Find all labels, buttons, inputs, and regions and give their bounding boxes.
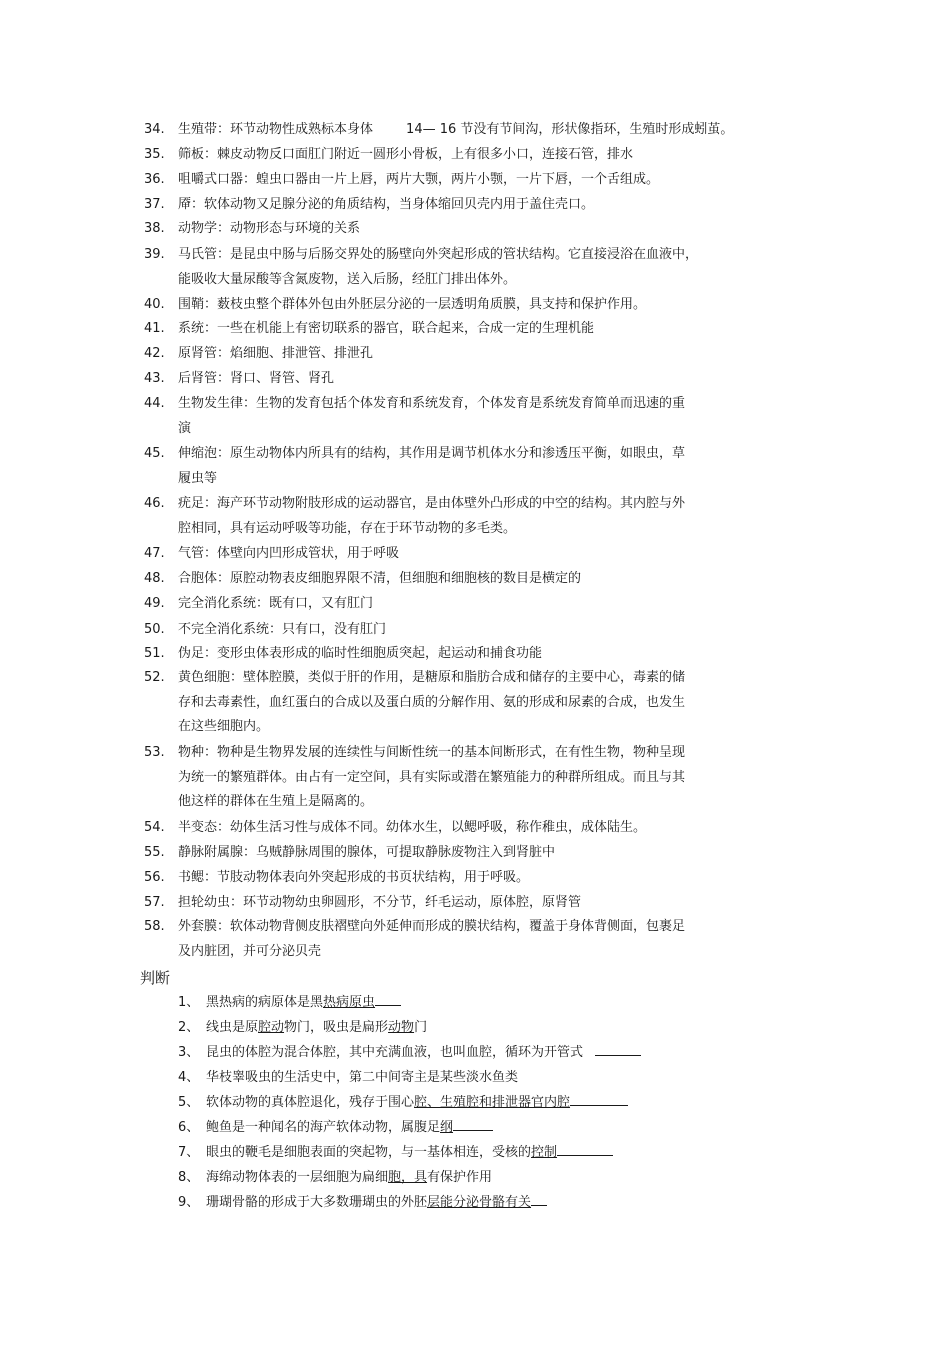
underlined-answer: 层能分泌骨骼有关 (427, 1195, 532, 1210)
definition-item (144, 592, 744, 617)
item-number: 52. (144, 670, 165, 685)
item-number: 46. (144, 496, 165, 511)
item-number: 53. (144, 745, 165, 760)
item-number: 37. (144, 197, 165, 212)
item-text: 马氏管：是昆虫中肠与后肠交界处的肠壁向外突起形成的管状结构。它直接浸浴在血液中， 能吸收大量尿酸等含氮废物，送入后肠，经肛门排出体外。 (178, 247, 699, 287)
item-number: 45. (144, 446, 165, 461)
judgment-item (178, 991, 778, 1016)
item-number: 3、 (178, 1045, 200, 1060)
definition-item (144, 891, 744, 916)
item-number: 54. (144, 820, 165, 835)
item-text: 后肾管：肾口、肾管、肾孔 (178, 371, 335, 386)
judgment-item (178, 1041, 778, 1066)
answer-blank (453, 1118, 493, 1131)
item-number: 1、 (178, 995, 200, 1010)
item-text: 物种：物种是生物界发展的连续性与间断性统一的基本间断形式，在有性生物，物种呈现 为统一的繁殖群体。由占有一定空间，具有实际或潜在繁殖能力的种群所组成。而且与其 他这样的群体在生殖上是隔离的。 (178, 745, 686, 809)
judgment-item (178, 1066, 778, 1091)
item-text: 静脉附属腺：乌贼静脉周围的腺体，可提取静脉废物注入到肾脏中 (178, 845, 556, 860)
answer-blank (595, 1043, 641, 1056)
item-text: 筛板：棘皮动物反口面肛门附近一圆形小骨板，上有很多小口，连接石管，排水 (178, 147, 634, 162)
definition-item (144, 915, 744, 964)
item-text: 不完全消化系统：只有口，没有肛门 (178, 622, 387, 637)
answer-blank (557, 1143, 613, 1156)
item-number: 5、 (178, 1095, 200, 1110)
judgment-item (178, 1016, 778, 1041)
item-text: 疣足：海产环节动物附肢形成的运动器官，是由体壁外凸形成的中空的结构。其内腔与外 腔相同，具有运动呼吸等功能，存在于环节动物的多毛类。 (178, 496, 686, 536)
item-number: 6、 (178, 1120, 200, 1135)
item-text: 海绵动物体表的一层细胞为扁细 (206, 1170, 389, 1185)
item-number: 42. (144, 346, 165, 361)
definition-item (144, 741, 744, 815)
item-text: 有保护作用 (427, 1170, 493, 1185)
item-number: 35. (144, 147, 165, 162)
item-text: 珊瑚骨骼的形成于大多数珊瑚虫的外胚 (206, 1195, 428, 1210)
item-text: 华枝睾吸虫的生活史中，第二中间寄主是某些淡水鱼类 (206, 1070, 519, 1085)
definition-item (144, 367, 744, 392)
item-text: 外套膜：软体动物背侧皮肤褶壁向外延伸而形成的膜状结构，覆盖于身体背侧面，包裹足 及内脏团，并可分泌贝壳 (178, 919, 686, 959)
item-text: 完全消化系统：既有口，又有肛门 (178, 596, 374, 611)
item-number: 44. (144, 396, 165, 411)
item-number: 9、 (178, 1195, 200, 1210)
definition-item (144, 342, 744, 367)
item-number: 50. (144, 622, 165, 637)
definition-item (144, 118, 784, 143)
definition-item (144, 666, 744, 740)
item-text: 咀嚼式口器：蝗虫口器由一片上唇，两片大颚，两片小颚，一片下唇，一个舌组成。 (178, 172, 660, 187)
item-text: 黑热病的病原体是黑 (206, 995, 324, 1010)
judgment-item (178, 1141, 778, 1166)
item-number: 7、 (178, 1145, 200, 1160)
item-text: 原肾管：焰细胞、排泄管、排泄孔 (178, 346, 374, 361)
item-text: 鲍鱼是一种闻名的海产软体动物，属腹足 (206, 1120, 441, 1135)
item-text: 昆虫的体腔为混合体腔，其中充满血液，也叫血腔，循环为开管式 (206, 1045, 584, 1060)
item-text: 厣：软体动物又足腺分泌的角质结构，当身体缩回贝壳内用于盖住壳口。 (178, 197, 595, 212)
item-text: 生殖带：环节动物性成熟标本身体 14— 16 节没有节间沟，形状像指环，生殖时形成蚓茧。 (178, 122, 734, 137)
definition-item (144, 243, 744, 292)
section-title: 判断 (140, 969, 171, 987)
item-number: 41. (144, 321, 165, 336)
definition-item (144, 293, 744, 318)
item-text: 伸缩泡：原生动物体内所具有的结构，其作用是调节机体水分和渗透压平衡，如眼虫，草 履虫等 (178, 446, 686, 486)
item-number: 36. (144, 172, 165, 187)
item-text: 围鞘：薮枝虫整个群体外包由外胚层分泌的一层透明角质膜，具支持和保护作用。 (178, 297, 647, 312)
item-number: 39. (144, 247, 165, 262)
judgment-item (178, 1191, 778, 1216)
item-text: 合胞体：原腔动物表皮细胞界限不清，但细胞和细胞核的数目是横定的 (178, 571, 582, 586)
definition-item (144, 618, 744, 643)
item-text: 半变态：幼体生活习性与成体不同。幼体水生，以鳃呼吸，称作稚虫，成体陆生。 (178, 820, 647, 835)
item-text: 物门，吸虫是扁形 (284, 1020, 389, 1035)
answer-blank (531, 1193, 547, 1206)
item-text: 担轮幼虫：环节动物幼虫卵圆形，不分节，纤毛运动，原体腔，原肾管 (178, 895, 582, 910)
underlined-answer: 纲 (440, 1120, 454, 1135)
item-number: 47. (144, 546, 165, 561)
definition-item (144, 193, 744, 218)
answer-blank (375, 993, 401, 1006)
item-number: 34. (144, 122, 165, 137)
definition-item (144, 317, 744, 342)
definition-item (144, 841, 744, 866)
judgment-item (178, 1091, 778, 1116)
definition-item (144, 168, 744, 193)
item-text: 线虫是原 (206, 1020, 259, 1035)
definition-item (144, 542, 744, 567)
item-text: 伪足：变形虫体表形成的临时性细胞质突起，起运动和捕食功能 (178, 646, 543, 661)
item-text: 生物发生律：生物的发育包括个体发育和系统发育，个体发育是系统发育简单而迅速的重 演 (178, 396, 686, 436)
underlined-answer: 胞，具 (388, 1170, 428, 1185)
item-number: 58. (144, 919, 165, 934)
item-text: 动物学：动物形态与环境的关系 (178, 221, 361, 236)
item-number: 57. (144, 895, 165, 910)
item-number: 48. (144, 571, 165, 586)
definition-item (144, 392, 744, 441)
item-text: 眼虫的鞭毛是细胞表面的突起物，与一基体相连，受核的 (206, 1145, 532, 1160)
item-text: 黄色细胞：壁体腔膜，类似于肝的作用，是糖原和脂肪合成和储存的主要中心，毒素的储 存和去毒素性，血红蛋白的合成以及蛋白质的分解作用、氨的形成和尿素的合成，也发生 在这些细胞内。 (178, 670, 686, 734)
item-number: 55. (144, 845, 165, 860)
underlined-answer: 热病原虫 (323, 995, 376, 1010)
definition-item (144, 143, 744, 168)
item-number: 4、 (178, 1070, 200, 1085)
item-text: 书鳃：节肢动物体表向外突起形成的书页状结构，用于呼吸。 (178, 870, 530, 885)
definition-item (144, 642, 744, 667)
underlined-answer: 动物 (388, 1020, 415, 1035)
underlined-answer: 腔动 (258, 1020, 285, 1035)
definition-item (144, 217, 744, 242)
answer-blank (570, 1093, 628, 1106)
item-text: 气管：体壁向内凹形成管状，用于呼吸 (178, 546, 400, 561)
judgment-item (178, 1166, 778, 1191)
definition-item (144, 866, 744, 891)
definition-item (144, 567, 744, 592)
definition-item (144, 492, 744, 541)
item-number: 2、 (178, 1020, 200, 1035)
item-text: 软体动物的真体腔退化，残存于围心 (206, 1095, 415, 1110)
item-number: 51. (144, 646, 165, 661)
item-text: 门 (414, 1020, 428, 1035)
item-number: 38. (144, 221, 165, 236)
item-number: 56. (144, 870, 165, 885)
item-number: 40. (144, 297, 165, 312)
judgment-item (178, 1116, 778, 1141)
item-number: 8、 (178, 1170, 200, 1185)
underlined-answer: 控制 (531, 1145, 558, 1160)
definition-item (144, 442, 744, 491)
item-number: 43. (144, 371, 165, 386)
item-number: 49. (144, 596, 165, 611)
definition-item (144, 816, 744, 841)
item-text: 系统：一些在机能上有密切联系的器官，联合起来，合成一定的生理机能 (178, 321, 595, 336)
underlined-answer: 腔、生殖腔和排泄器官内腔 (414, 1095, 571, 1110)
